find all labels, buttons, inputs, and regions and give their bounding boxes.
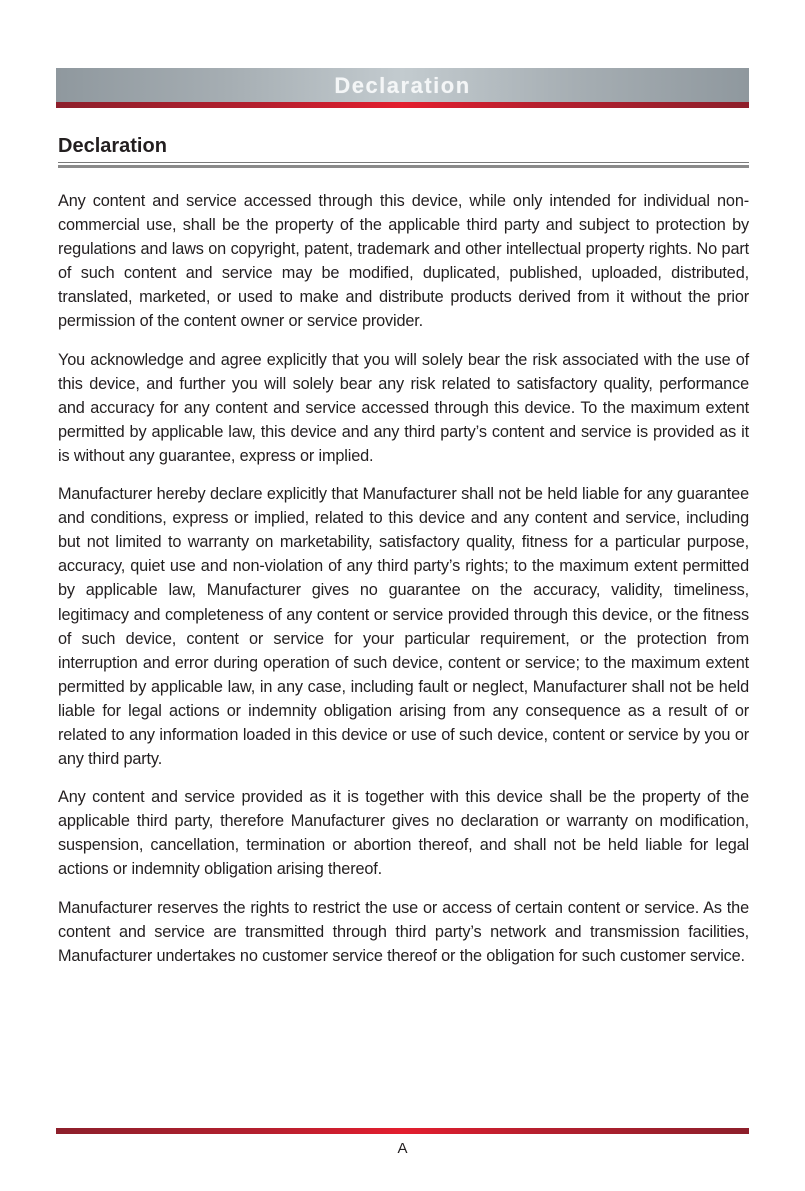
banner-red-stripe — [56, 102, 749, 108]
section-title-underline-thin — [58, 162, 749, 163]
section-body — [58, 189, 749, 982]
paragraph-liability-disclaimer: Manufacturer hereby declare explicitly that Manufacturer shall not be held liable for any guarantee and conditions, express or implied, related to this device and any content and service, including but not limited to warranty on marketability, satisfactory quality, fitness for a particular purpose, accuracy, quiet use and non-violation of any third party’s rights; to the maximum extent permitted by applicable law, Manufacturer gives no guarantee on the accuracy, validity, timeliness, legitimacy and completeness of any content or service provided through this device, or the fitness of such device, content or service for your particular requirement, or the protection from interruption and error during operation of such device, content or service; to the maximum extent permitted by applicable law, in any case, including fault or neglect, Manufacturer shall not be held liable for legal actions or indemnity obligation arising from any consequence as a result of or related to any information loaded in this device or use of such device, content or service by you or any third party. — [58, 485, 749, 769]
paragraph-access-restriction: Manufacturer reserves the rights to restrict the use or access of certain content or service. As the content and service are transmitted through third party’s network and transmission facilities, Manufacturer undertakes no customer service thereof or the obligation for such customer service. — [58, 898, 749, 965]
footer-red-stripe — [56, 1128, 749, 1134]
paragraph-content-ownership: Any content and service accessed through this device, while only intended for individual non-commercial use, shall be the property of the applicable third party and subject to protection by regulations and laws on copyright, patent, trademark and other intellectual property rights. No part of such content and service may be modified, duplicated, published, uploaded, distributed, translated, marketed, or used to make and distribute products derived from it without the prior permission of the content owner or service provider. — [58, 192, 749, 331]
section-title-underline-thick — [58, 165, 749, 168]
section-title: Declaration — [58, 135, 167, 157]
paragraph-user-risk: You acknowledge and agree explicitly that you will solely bear the risk associated with the use of this device, and further you will solely bear any risk related to satisfactory quality, performance and accuracy for any content and service accessed through this device. To the maximum extent permitted by applicable law, this device and any third party’s content and service is provided as it is without any guarantee, express or implied. — [58, 350, 749, 465]
paragraph-third-party-content: Any content and service provided as it is together with this device shall be the property of the applicable third party, therefore Manufacturer gives no declaration or warranty on modification, suspension, cancellation, termination or abortion thereof, and shall not be held liable for legal actions or indemnity obligation arising thereof. — [58, 788, 749, 879]
page-header-banner — [56, 68, 749, 108]
banner-title: Declaration — [334, 73, 471, 98]
page-number: A — [397, 1140, 408, 1157]
